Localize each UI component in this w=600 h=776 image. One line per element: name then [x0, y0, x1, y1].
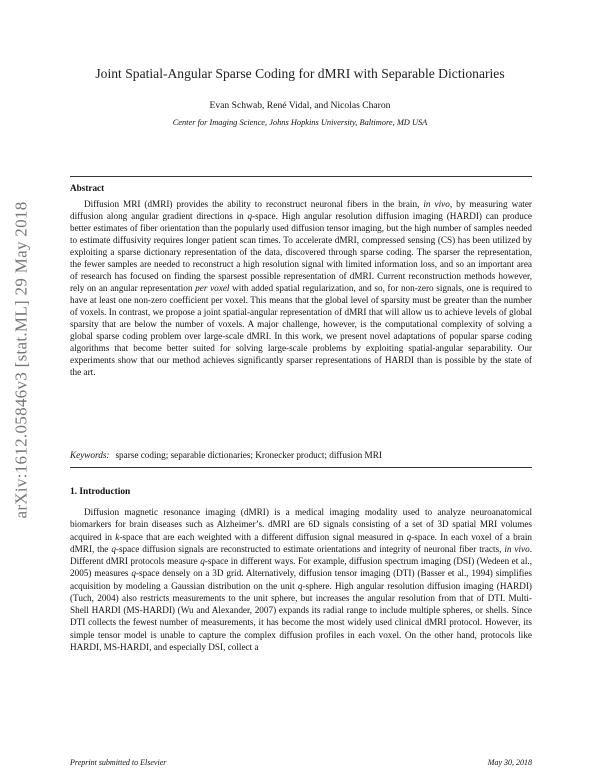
- abstract-heading: Abstract: [70, 183, 105, 193]
- footer-preprint-note: Preprint submitted to Elsevier: [70, 758, 167, 767]
- introduction-body: Diffusion magnetic resonance imaging (dMRI) is a medical imaging modality used to analyze neuroanatomical biomarkers for brain diseases such as Alzheimer’s. dMRI are 6D signals consisting of a set of 3D spatial MRI volumes acquired in k-space that are each weighted with a different diffusion signal measured in q-space. In each voxel of a brain dMRI, the q-space diffusion signals are reconstructed to estimate orientations and integrity of neuronal fiber tracts, in vivo. Different dMRI protocols measure q-space in different ways. For example, diffusion spectrum imaging (DSI) (Wedeen et al., 2005) measures q-space densely on a 3D grid. Alternatively, diffusion tensor imaging (DTI) (Basser et al., 1994) simplifies acquisition by modeling a Gaussian distribution on the unit q-sphere. High angular resolution diffusion imaging (HARDI) (Tuch, 2004) also restricts measurements to the unit sphere, but increases the angular resolution from that of DTI. Multi-Shell HARDI (MS-HARDI) (Wu and Alexander, 2007) expands its radial range to include multiple spheres, or shells. Since DTI collects the fewest number of measurements, it has become the most widely used clinical dMRI protocol. However, its simple tensor model is unable to capture the complex diffusion profiles in each voxel. On the other hand, protocols like HARDI, MS-HARDI, and especially DSI, collect a: [70, 507, 532, 652]
- section-heading-introduction: 1. Introduction: [70, 487, 131, 497]
- abstract-body: Diffusion MRI (dMRI) provides the ability to reconstruct neuronal fibers in the brain, in vivo, by measuring water diffusion along angular gradient directions in q-space. High angular resolution diffusion imaging (HARDI) can produce better estimates of fiber orientation than the popularly used diffusion tensor imaging, but the high number of samples needed to estimate diffusivity requires longer patient scan times. To accelerate dMRI, compressed sensing (CS) has been utilized by exploiting a sparse dictionary representation of the data, discovered through sparse coding. The sparser the representation, the fewer samples are needed to reconstruct a high resolution signal with limited information loss, and so an important area of research has focused on finding the sparsest possible representation of dMRI. Current reconstruction methods however, rely on an angular representation per voxel with added spatial regularization, and so, for non-zero signals, one is required to have at least one non-zero coefficient per voxel. This means that the global level of sparsity must be greater than the number of voxels. In contrast, we propose a joint spatial-angular representation of dMRI that will allow us to achieve levels of global sparsity that are below the number of voxels. A major challenge, however, is the computational complexity of solving a global sparse coding problem over large-scale dMRI. In this work, we present novel adaptations of popular sparse coding algorithms that become better suited for solving large-scale problems by exploiting spatial-angular separability. Our experiments show that our method achieves significantly sparser representations of HARDI than is possible by the state of the art.: [70, 199, 532, 377]
- paper-authors: Evan Schwab, René Vidal, and Nicolas Charon: [209, 100, 391, 111]
- keywords-label: Keywords:: [70, 450, 110, 460]
- arxiv-identifier: arXiv:1612.05846v3 [stat.ML] 29 May 2018: [12, 201, 31, 519]
- keywords-line: [70, 450, 532, 460]
- abstract-bottom-rule: [70, 467, 532, 468]
- arxiv-stamp: [4, 130, 40, 590]
- paper-affiliation: Center for Imaging Science, Johns Hopkins University, Baltimore, MD USA: [172, 118, 428, 127]
- paper-title: Joint Spatial-Angular Sparse Coding for dMRI with Separable Dictionaries: [95, 66, 505, 81]
- keywords-value: sparse coding; separable dictionaries; Kronecker product; diffusion MRI: [115, 450, 382, 460]
- abstract-top-rule: [70, 176, 532, 177]
- footer-date: May 30, 2018: [487, 758, 532, 767]
